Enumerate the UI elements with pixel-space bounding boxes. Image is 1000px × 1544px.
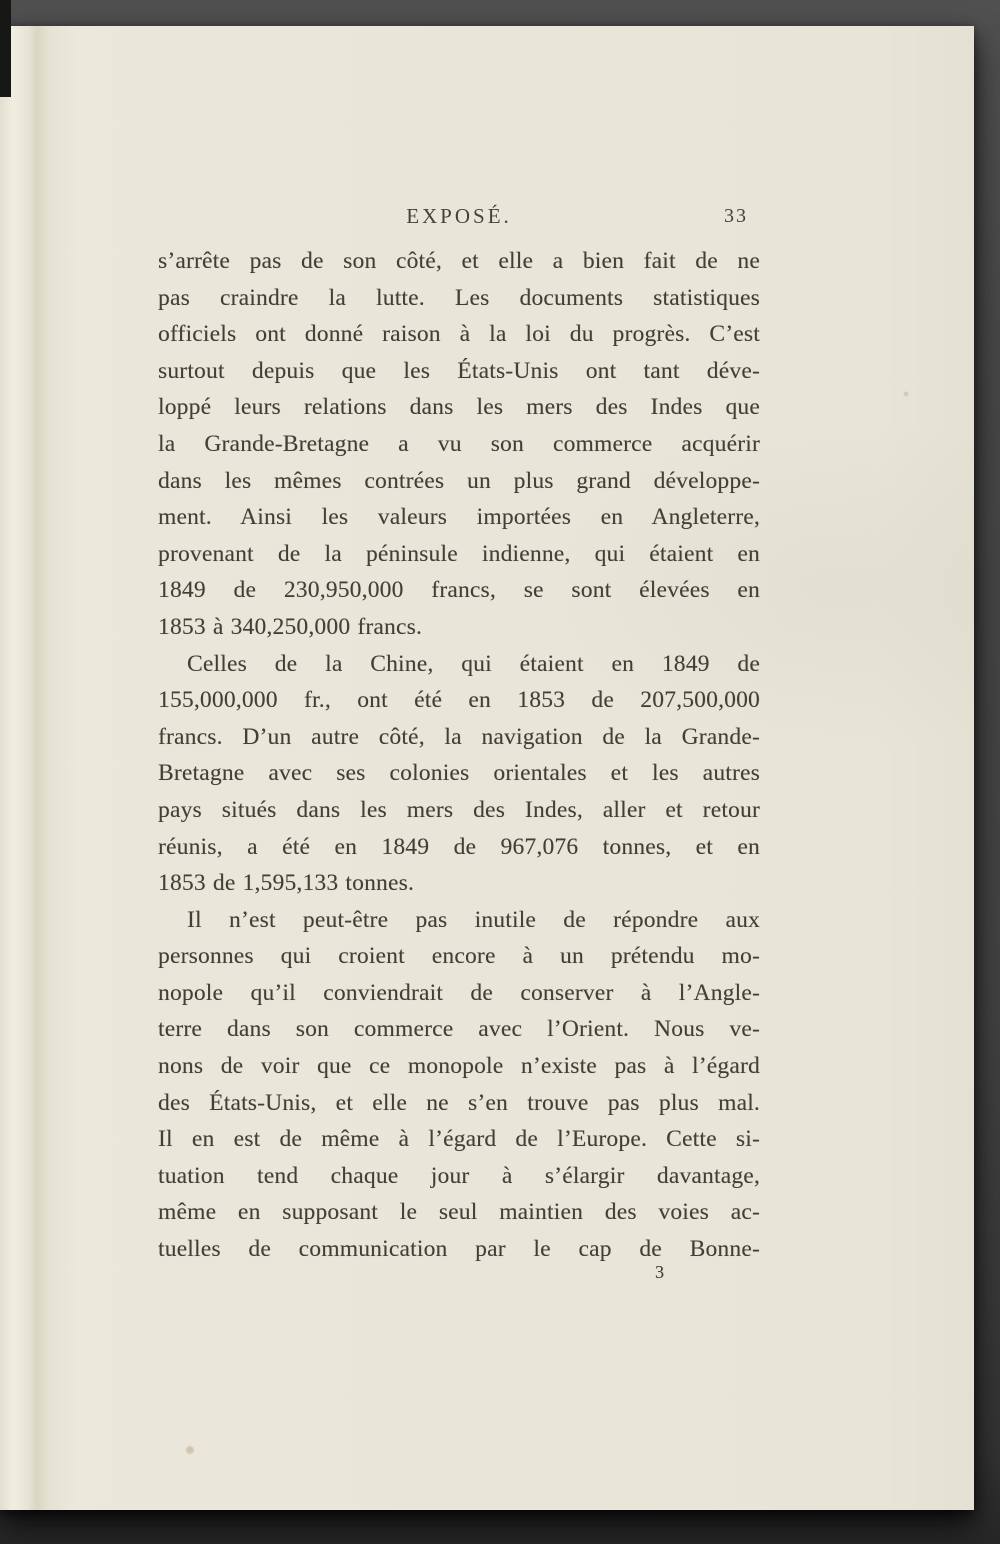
text-line: surtout depuis que les États-Unis ont tant déve- [158, 357, 760, 384]
text-line: la Grande-Bretagne a vu son commerce acquérir [158, 430, 760, 457]
text-line: pas craindre la lutte. Les documents statistiques [158, 284, 760, 311]
text-line: Il n’est peut-être pas inutile de répondre aux [187, 906, 760, 933]
text-line: Celles de la Chine, qui étaient en 1849 de [187, 650, 760, 677]
text-line: tuelles de communication par le cap de Bonne- [158, 1236, 760, 1263]
text-line: ment. Ainsi les valeurs importées en Angleterre, [158, 504, 760, 531]
text-line: 1849 de 230,950,000 francs, se sont élevées en [158, 577, 760, 604]
signature-mark: 3 [655, 1262, 664, 1282]
text-line: réunis, a été en 1849 de 967,076 tonnes, et en [158, 833, 760, 860]
text-line: 1853 à 340,250,000 francs. [158, 613, 423, 640]
text-line: Bretagne avec ses colonies orientales et les autres [158, 760, 760, 787]
book-page [0, 26, 974, 1510]
book-gutter-shadow [0, 0, 11, 97]
running-head [158, 204, 760, 232]
text-line: s’arrête pas de son côté, et elle a bien fait de ne [158, 248, 760, 274]
text-line: terre dans son commerce avec l’Orient. Nous ve- [158, 1016, 760, 1043]
text-line: tuation tend chaque jour à s’élargir davantage, [158, 1162, 760, 1189]
text-line: Il en est de même à l’égard de l’Europe. Cette si- [158, 1126, 760, 1153]
text-line: loppé leurs relations dans les mers des Indes que [158, 394, 760, 421]
text-line: officiels ont donné raison à la loi du progrès. C’est [158, 321, 760, 348]
text-line: dans les mêmes contrées un plus grand développe- [158, 467, 760, 494]
text-line: personnes qui croient encore à un prétendu mo- [158, 943, 760, 970]
text-line: nons de voir que ce monopole n’existe pas à l’égard [158, 1053, 760, 1080]
text-line: francs. D’un autre côté, la navigation de la Grande- [158, 723, 760, 750]
text-line: même en supposant le seul maintien des voies ac- [158, 1199, 760, 1226]
body-text [158, 243, 760, 1268]
text-line: des États-Unis, et elle ne s’en trouve pas plus mal. [158, 1089, 760, 1116]
text-line: nopole qu’il conviendrait de conserver à l’Angle- [158, 979, 760, 1006]
page-number: 33 [724, 205, 748, 227]
text-line: provenant de la péninsule indienne, qui étaient en [158, 540, 760, 567]
text-line: pays situés dans les mers des Indes, aller et retour [158, 796, 760, 823]
text-line: 1853 de 1,595,133 tonnes. [158, 870, 415, 897]
text-line: 155,000,000 fr., ont été en 1853 de 207,500,000 [158, 687, 760, 714]
running-title: EXPOSÉ. [406, 204, 512, 228]
